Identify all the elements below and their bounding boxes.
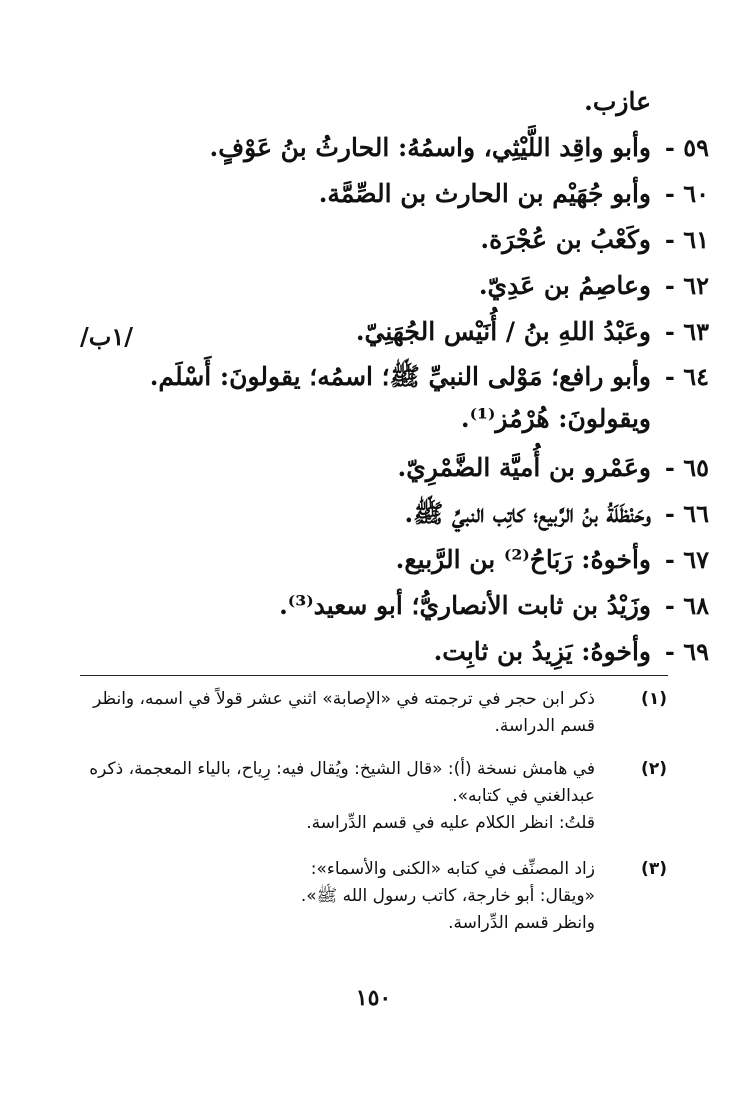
footnote-line: وانظر قسم الدِّراسة.	[448, 913, 595, 933]
footnote-line: زاد المصنِّف في كتابه «الكنى والأسماء»:	[310, 859, 595, 879]
footnote-divider	[80, 675, 668, 676]
entry-65	[91, 446, 709, 490]
entry-text: وحَنْظَلَةُ بنُ الرَّبيع؛ كاتِب النبيِّ ﷺ.	[404, 499, 651, 528]
footnote-2	[77, 756, 667, 837]
entry-62	[91, 264, 709, 308]
entry-text: وأبو رافع؛ مَوْلى النبيِّ ﷺ؛ اسمُه؛ يقولونَ: أَسْلَم. ويقولونَ: هُرْمُز⁽¹⁾.	[149, 362, 651, 433]
entry-64	[85, 356, 709, 440]
footnote-number: (٢)	[641, 759, 667, 779]
footnote-line: ذكر ابن حجر في ترجمته في «الإصابة» اثني عشر قولاً في اسمه، وانظر قسم الدراسة.	[93, 689, 595, 736]
entry-63	[91, 310, 709, 354]
entry-number: ٦٦ -	[664, 499, 709, 528]
entry-66	[91, 492, 709, 536]
entry-text: وزَيْدُ بن ثابت الأنصاريُّ؛ أبو سعيد⁽³⁾.	[279, 591, 651, 620]
entry-68	[91, 584, 709, 628]
entry-60	[91, 172, 709, 216]
footnote-1	[77, 686, 667, 740]
footnote-body	[77, 686, 595, 740]
entry-text: وأخوهُ: يَزِيدُ بن ثابِت.	[433, 637, 651, 666]
entry-number: ٦٩ -	[664, 637, 709, 666]
footnote-body	[77, 756, 595, 837]
entry-text: وعَبْدُ اللهِ بنُ / أُنَيْس الجُهَنِيّ.	[355, 317, 651, 346]
entry-number: ٥٩ -	[664, 133, 709, 162]
entry-69	[91, 630, 709, 674]
footnote-line: في هامش نسخة (أ): «قال الشيخ: ويُقال فيه: رِياح، بالياء المعجمة، ذكره عبدالغني في كتابه».	[89, 759, 595, 806]
entry-text: وكَعْبُ بن عُجْرَة.	[480, 225, 651, 254]
entry-continuation	[91, 80, 651, 124]
entry-number: ٦٢ -	[664, 271, 709, 300]
entry-text: وعَمْرو بن أُميَّة الضَّمْرِيّ.	[397, 453, 651, 482]
entry-number: ٦٣ -	[664, 317, 709, 346]
entry-number: ٦٤ -	[664, 362, 709, 391]
entry-61	[91, 218, 709, 262]
entry-number: ٦٨ -	[664, 591, 709, 620]
footnote-line: قلتُ: انظر الكلام عليه في قسم الدِّراسة.	[306, 813, 595, 833]
footnote-line: «ويقال: أبو خارجة، كاتب رسول الله ﷺ».	[300, 886, 595, 906]
entry-text: وعاصِمُ بن عَدِيّ.	[478, 271, 651, 300]
footnote-number: (١)	[641, 689, 667, 709]
entry-59	[91, 126, 709, 170]
footnote-body	[77, 856, 595, 937]
entry-number: ٦٥ -	[664, 453, 709, 482]
entry-text: وأخوهُ: رَبَاحُ⁽²⁾ بن الرَّبيع.	[395, 545, 651, 574]
entry-text: وأبو واقِد اللَّيْثِي، واسمُهُ: الحارثُ بنُ عَوْفٍ.	[209, 133, 651, 162]
footnote-number: (٣)	[641, 859, 667, 879]
entry-number: ٦٠ -	[664, 179, 709, 208]
entry-67	[91, 538, 709, 582]
folio-marker: /١ب/	[80, 322, 134, 351]
footnote-3	[77, 856, 667, 937]
entry-text: وأبو جُهَيْم بن الحارث بن الصِّمَّة.	[318, 179, 651, 208]
page-number: ١٥٠	[355, 985, 392, 1011]
entry-number: ٦١ -	[664, 225, 709, 254]
entry-number: ٦٧ -	[664, 545, 709, 574]
entry-text: عازب.	[584, 87, 651, 116]
